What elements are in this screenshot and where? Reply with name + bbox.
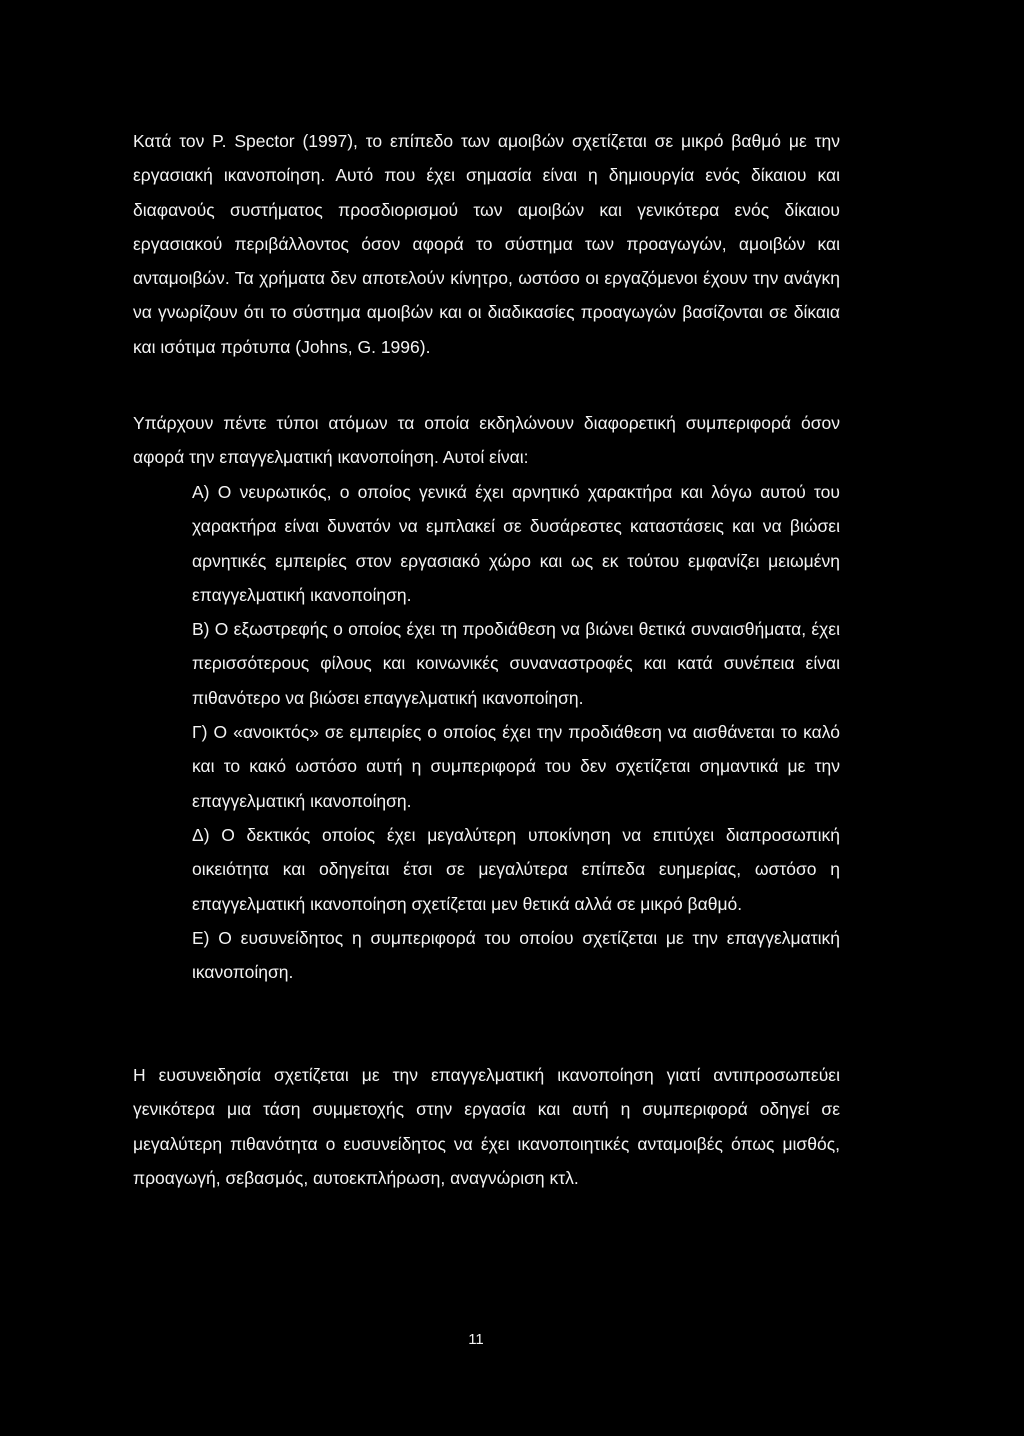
- list-item-agreeable: Δ) Ο δεκτικός οποίος έχει μεγαλύτερη υποκίνηση να επιτύχει διαπροσωπική οικειότητα και οδηγείται έτσι σε μεγαλύτερα επίπεδα ευημερίας, ωστόσο η επαγγελματική ικανοποίηση σχετίζεται μεν θετικά αλλά σε μικρό βαθμό.: [192, 825, 840, 914]
- list-item-open-to-experience: Γ) Ο «ανοικτός» σε εμπειρίες ο οποίος έχει την προδιάθεση να αισθάνεται το καλό και το κακό ωστόσο αυτή η συμπεριφορά του δεν σχετίζεται σημαντικά με την επαγγελματική ικανοποίηση.: [192, 722, 840, 811]
- paragraph-spector-salary: Κατά τον Ρ. Spector (1997), το επίπεδο των αμοιβών σχετίζεται σε μικρό βαθμό με την εργασιακή ικανοποίηση. Αυτό που έχει σημασία είναι η δημιουργία ενός δίκαιου και διαφανούς συστήματος προσδιορισμού των αμοιβών και γενικότερα ενός δίκαιου εργασιακού περιβάλλοντος όσον αφορά το σύστημα των προαγωγών, αμοιβών και ανταμοιβών. Τα χρήματα δεν αποτελούν κίνητρο, ωστόσο οι εργαζόμενοι έχουν την ανάγκη να γνωρίζουν ότι το σύστημα αμοιβών και οι διαδικασίες προαγωγών βασίζονται σε δίκαια και ισότιμα πρότυπα (Johns, G. 1996).: [133, 131, 840, 357]
- list-item-conscientious: Ε) Ο ευσυνείδητος η συμπεριφορά του οποίου σχετίζεται με την επαγγελματική ικανοποίηση.: [192, 928, 840, 983]
- paragraph-personality-types-intro: Υπάρχουν πέντε τύποι ατόμων τα οποία εκδηλώνουν διαφορετική συμπεριφορά όσον αφορά την επαγγελματική ικανοποίηση. Αυτοί είναι:: [133, 413, 840, 468]
- paragraph-conscientiousness: Η ευσυνειδησία σχετίζεται με την επαγγελματική ικανοποίηση γιατί αντιπροσωπεύει γενικότερα μια τάση συμμετοχής στην εργασία και αυτή η συμπεριφορά οδηγεί σε μεγαλύτερη πιθανότητα ο ευσυνείδητος να έχει ικανοποιητικές ανταμοιβές όπως μισθός, προαγωγή, σεβασμός, αυτοεκπλήρωση, αναγνώριση κτλ.: [133, 1065, 840, 1188]
- list-item-extrovert: Β) Ο εξωστρεφής ο οποίος έχει τη προδιάθεση να βιώνει θετικά συναισθήματα, έχει περισσότερους φίλους και κοινωνικές συναναστροφές και κατά συνέπεια είναι πιθανότερο να βιώσει επαγγελματική ικανοποίηση.: [192, 619, 840, 708]
- list-item-neurotic: Α) Ο νευρωτικός, ο οποίος γενικά έχει αρνητικό χαρακτήρα και λόγω αυτού του χαρακτήρα είναι δυνατόν να εμπλακεί σε δυσάρεστες καταστάσεις και να βιώσει αρνητικές εμπειρίες στον εργασιακό χώρο και ως εκ τούτου εμφανίζει μειωμένη επαγγελματική ικανοποίηση.: [192, 482, 840, 605]
- page-number: 11: [468, 1331, 484, 1348]
